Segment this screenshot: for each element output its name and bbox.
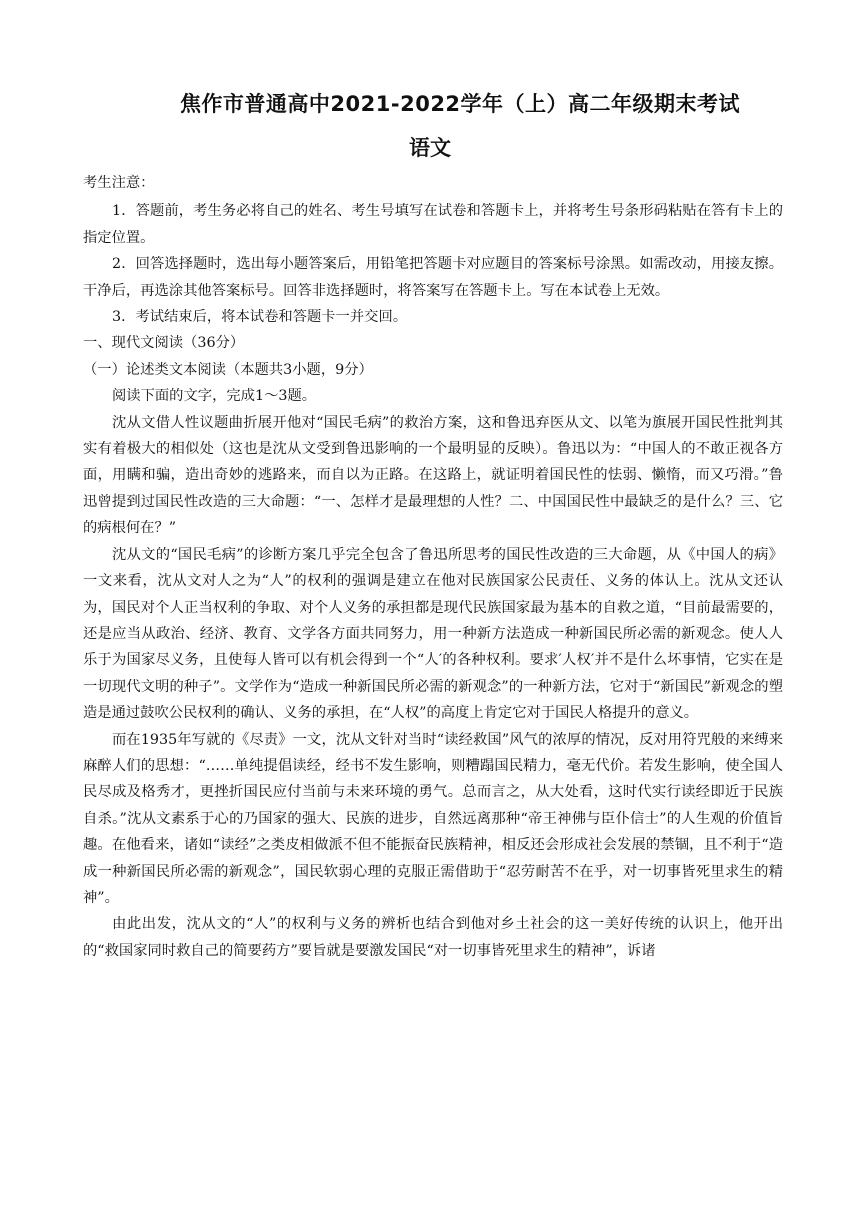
section-heading: 一、现代文阅读（36分） <box>83 335 245 352</box>
passage-paragraph-2: 沈从文的“国民毛病”的诊断方案几乎完全包含了鲁迅所思考的国民性改造的三大命题，从《中国人的病》一文来看，沈从文对人之为“人”的权利的强调是建立在他对民族国家公民责任、义务的体认上。沈从文还认为，国民对个人正当权利的争取、对个人义务的承担都是现代民族国家最为基本的自救之道，“目前最需要的，还是应当从政治、经济、教育、文学各方面共同努力，用一种新方法造成一种新国民所必需的新观念。使人人乐于为国家尽义务，且使每人皆可以有机会得到一个“人′的各种权利。要求′人权′并不是什么坏事情，它实在是一切现代文明的种子”。文学作为“造成一种新国民所必需的新观念”的一种新方法，它对于“新国民”新观念的塑造是通过鼓吹公民权利的确认、义务的承担，在“人权”的高度上肯定它对于国民人格提升的意义。 <box>83 546 783 722</box>
subject-title: 语文 <box>409 136 451 160</box>
reading-instruction: 阅读下面的文字，完成1～3题。 <box>112 388 317 405</box>
notice-item-3: 3．考试结束后，将本试卷和答题卡一并交回。 <box>112 309 408 326</box>
exam-content <box>83 170 783 964</box>
subsection-heading: （一）论述类文本阅读（本题共3小题，9分） <box>83 361 373 378</box>
passage-paragraph-1: 沈从文借人性议题曲折展开他对“国民毛病”的救治方案，这和鲁迅弃医从文、以笔为旗展开国民性批判其实有着极大的相似处（这也是沈从文受到鲁迅影响的一个最明显的反映）。鲁迅以为：“中国人的不敢正视各方面，用瞒和骗，造出奇妙的逃路来，而自以为正路。在这路上，就证明着国民性的怯弱、懒惰，而又巧滑。”鲁迅曾提到过国民性改造的三大命题：“一、怎样才是最理想的人性？二、中国国民性中最缺乏的是什么？三、它的病根何在？” <box>83 414 783 537</box>
passage-paragraph-3: 而在1935年写就的《尽责》一文，沈从文针对当时“读经救国”风气的浓厚的情况，反对用符咒般的来缚来麻醉人们的思想：“……单纯提倡读经，经书不发生影响，则糟蹋国民精力，毫无代价。若发生影响，使全国人民尽成及格秀才，更挫折国民应付当前与未来环境的勇气。总而言之，从大处看，这时代实行读经即近于民族自杀。”沈从文素系于心的乃国家的强大、民族的进步，自然远离那种“帝王神佛与臣仆信士”的人生观的价值旨趣。在他看来，诸如“读经”之类皮相做派不但不能振奋民族精神，相反还会形成社会发展的禁锢，且不利于“造成一种新国民所必需的新观念”，国民软弱心理的克服正需借助于“忍劳耐苦不在乎，对一切事皆死里求生的精神”。 <box>83 731 783 906</box>
passage-paragraph-4: 由此出发，沈从文的“人”的权利与义务的辨析也结合到他对乡土社会的这一美好传统的认识上，他开出的“救国家同时救自己的简要药方”要旨就是要激发国民“对一切事皆死里求生的精神”，诉诸 <box>83 916 783 959</box>
notice-item-2: 2．回答选择题时，选出每小题答案后，用铅笔把答题卡对应题目的答案标号涂黑。如需改动，用接友擦。干净后，再选涂其他答案标号。回答非选择题时，将答案写在答题卡上。写在本试卷上无效。 <box>83 256 783 299</box>
notice-heading: 考生注意： <box>83 175 155 191</box>
exam-title: 焦作市普通高中2021-2022学年（上）高二年级期末考试 <box>179 92 741 116</box>
notice-item-1: 1．答题前，考生务必将自己的姓名、考生号填写在试卷和答题卡上，并将考生号条形码粘贴在答有卡上的指定位置。 <box>83 203 783 246</box>
